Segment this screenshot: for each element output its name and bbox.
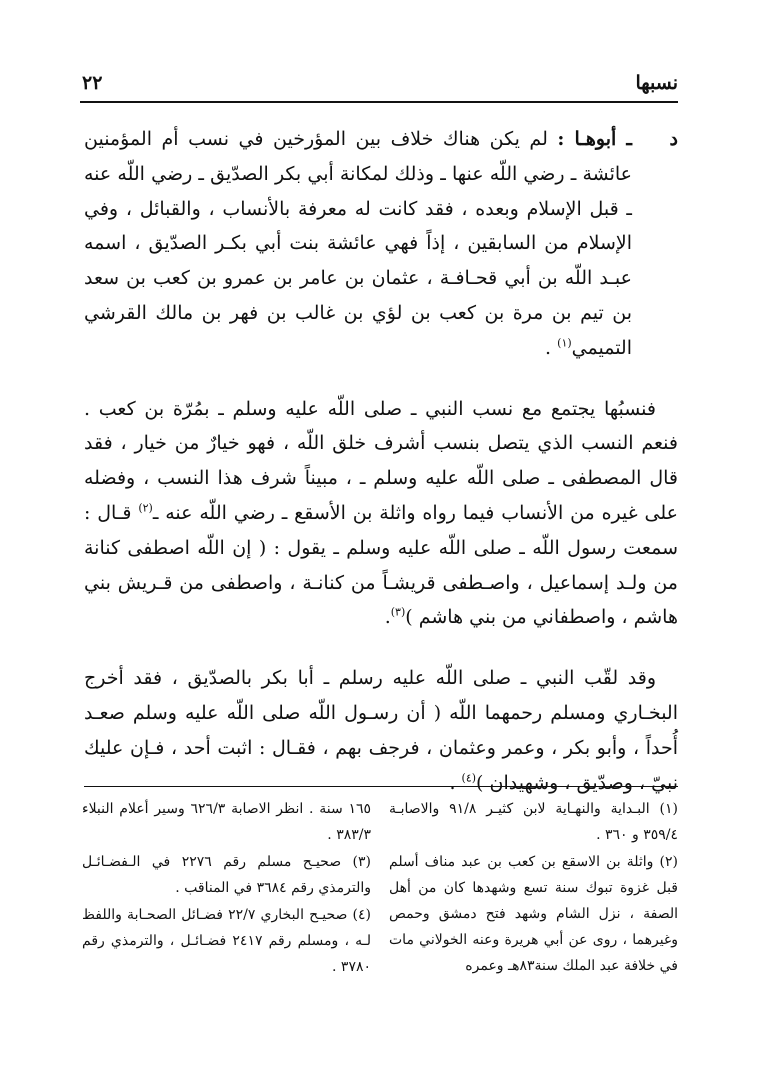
paragraph-text: فنسبُها يجتمع مع نسب النبي ـ صلى اللّه عليه وسلم ـ بمُرّة بن كعب . فنعم النسب الذي يتصل بنسب أشرف خلق اللّه ، فهو خيارٌ من خيار ، فقد قال المصطفى ـ صلى اللّه عليه وسلم ـ ، مبيناً شرف هذا النسب ، وفضله على غيره من الأنساب فيما رواه واثلة بن الأسقع ـ رضي اللّه عنه ـ	[84, 397, 678, 524]
footnote: (٤) صحيـح البخاري ٢٢/٧ فضـائل الصحـابة واللفظ لـه ، ومسلم رقم ٢٤١٧ فضـائـل ، والترمذي رقم ٣٧٨٠ .	[82, 907, 371, 975]
footnote: (١) البـداية والنهـاية لابن كثيـر ٩١/٨ والاصابـة ٣٥٩/٤ و ٣٦٠ .	[389, 801, 678, 843]
footnote: (٢) واثلة بن الاسقع بن كعب بن عبد مناف أسلم قبل غزوة تبوك سنة تسع وشهدها كان من أهل الصفة ، نزل الشام وشهد فتح دمشق وحمص وغيرهما ، روى عن أبي هريرة وعنه الخولاني مات في خلافة عبد الملك سنة٨٣هـ وعمره	[389, 854, 678, 974]
footnote-rule	[84, 786, 678, 787]
footnote: ١٦٥ سنة . انظر الاصابة ٦٢٦/٣ وسير أعلام النبلاء ٣٨٣/٣ .	[82, 801, 371, 843]
paragraph-ending: .	[545, 336, 558, 359]
paragraph-text: قـال : سمعت رسول اللّه ـ صلى اللّه عليه وسلم ـ يقول : ( إن اللّه اصطفى كنانة من ولـد إسماعيل ، واصـطفى قريشـاً من كنانـة ، واصطفى من قـريش بني هاشم ، واصطفاني من بني هاشم )	[84, 501, 678, 629]
footnote-marker: (٤)	[461, 771, 477, 785]
running-title: نسبها	[635, 72, 678, 94]
paragraph-text: وقد لقّب النبي ـ صلى اللّه عليه رسلم ـ أبا بكر بالصدّيق ، فقد أخرج البخـاري ومسلم رحمهما اللّه ( أن رسـول اللّه صلى اللّه عليه وسلم صعـد أُحداً ، وأبو بكر ، وعمر وعثمان ، فرجف بهم ، فقـال : اثبت أحد ، فـإن عليك نبيّ ، وصدّيق ، وشهيدان )	[84, 667, 678, 794]
footnote: (٣) صحيـح مسلم رقم ٢٢٧٦ في الـفضـائـل والترمذي رقم ٣٦٨٤ في المناقب .	[82, 854, 372, 896]
paragraph-ending: .	[384, 606, 391, 629]
paragraph-heading: ـ أبوهـا :	[557, 128, 632, 150]
page-number: ٢٢	[82, 72, 103, 94]
paragraph-title-siddiq	[84, 661, 678, 800]
paragraph-ending: .	[449, 771, 462, 794]
footnotes-right-column	[389, 796, 678, 1006]
paragraph-text: لم يكن هناك خلاف بين المؤرخين في نسب أم المؤمنين عائشة ـ رضي اللّه عنها ـ وذلك لمكانة أبي بكر الصدّيق ـ رضي اللّه عنه ـ قبل الإسلام وبعده ، فقد كانت له معرفة بالأنساب ، والقبائل ، وفي الإسلام من السابقين ، إذاً فهي عائشة بنت أبي بكـر الصدّيق ، اسمه عبـد اللّه بن أبي قحـافـة ، عثمان بن عامر بن عمرو بن كعب بن سعد بن تيم بن مرة بن كعب بن لؤي بن غالب بن فهر بن مالك القرشي التميمي	[84, 128, 632, 359]
paragraph-lineage	[84, 392, 678, 636]
footnotes	[82, 796, 678, 1006]
footnote-marker: (٢)	[138, 501, 153, 515]
footnote-marker: (١)	[557, 336, 572, 350]
footnote-marker: (٣)	[390, 606, 406, 620]
footnotes-left-column	[82, 796, 371, 1006]
running-header	[82, 64, 678, 94]
paragraph-father	[84, 122, 678, 366]
item-letter: د	[669, 128, 678, 150]
main-text	[84, 122, 678, 800]
header-rule	[80, 101, 678, 103]
